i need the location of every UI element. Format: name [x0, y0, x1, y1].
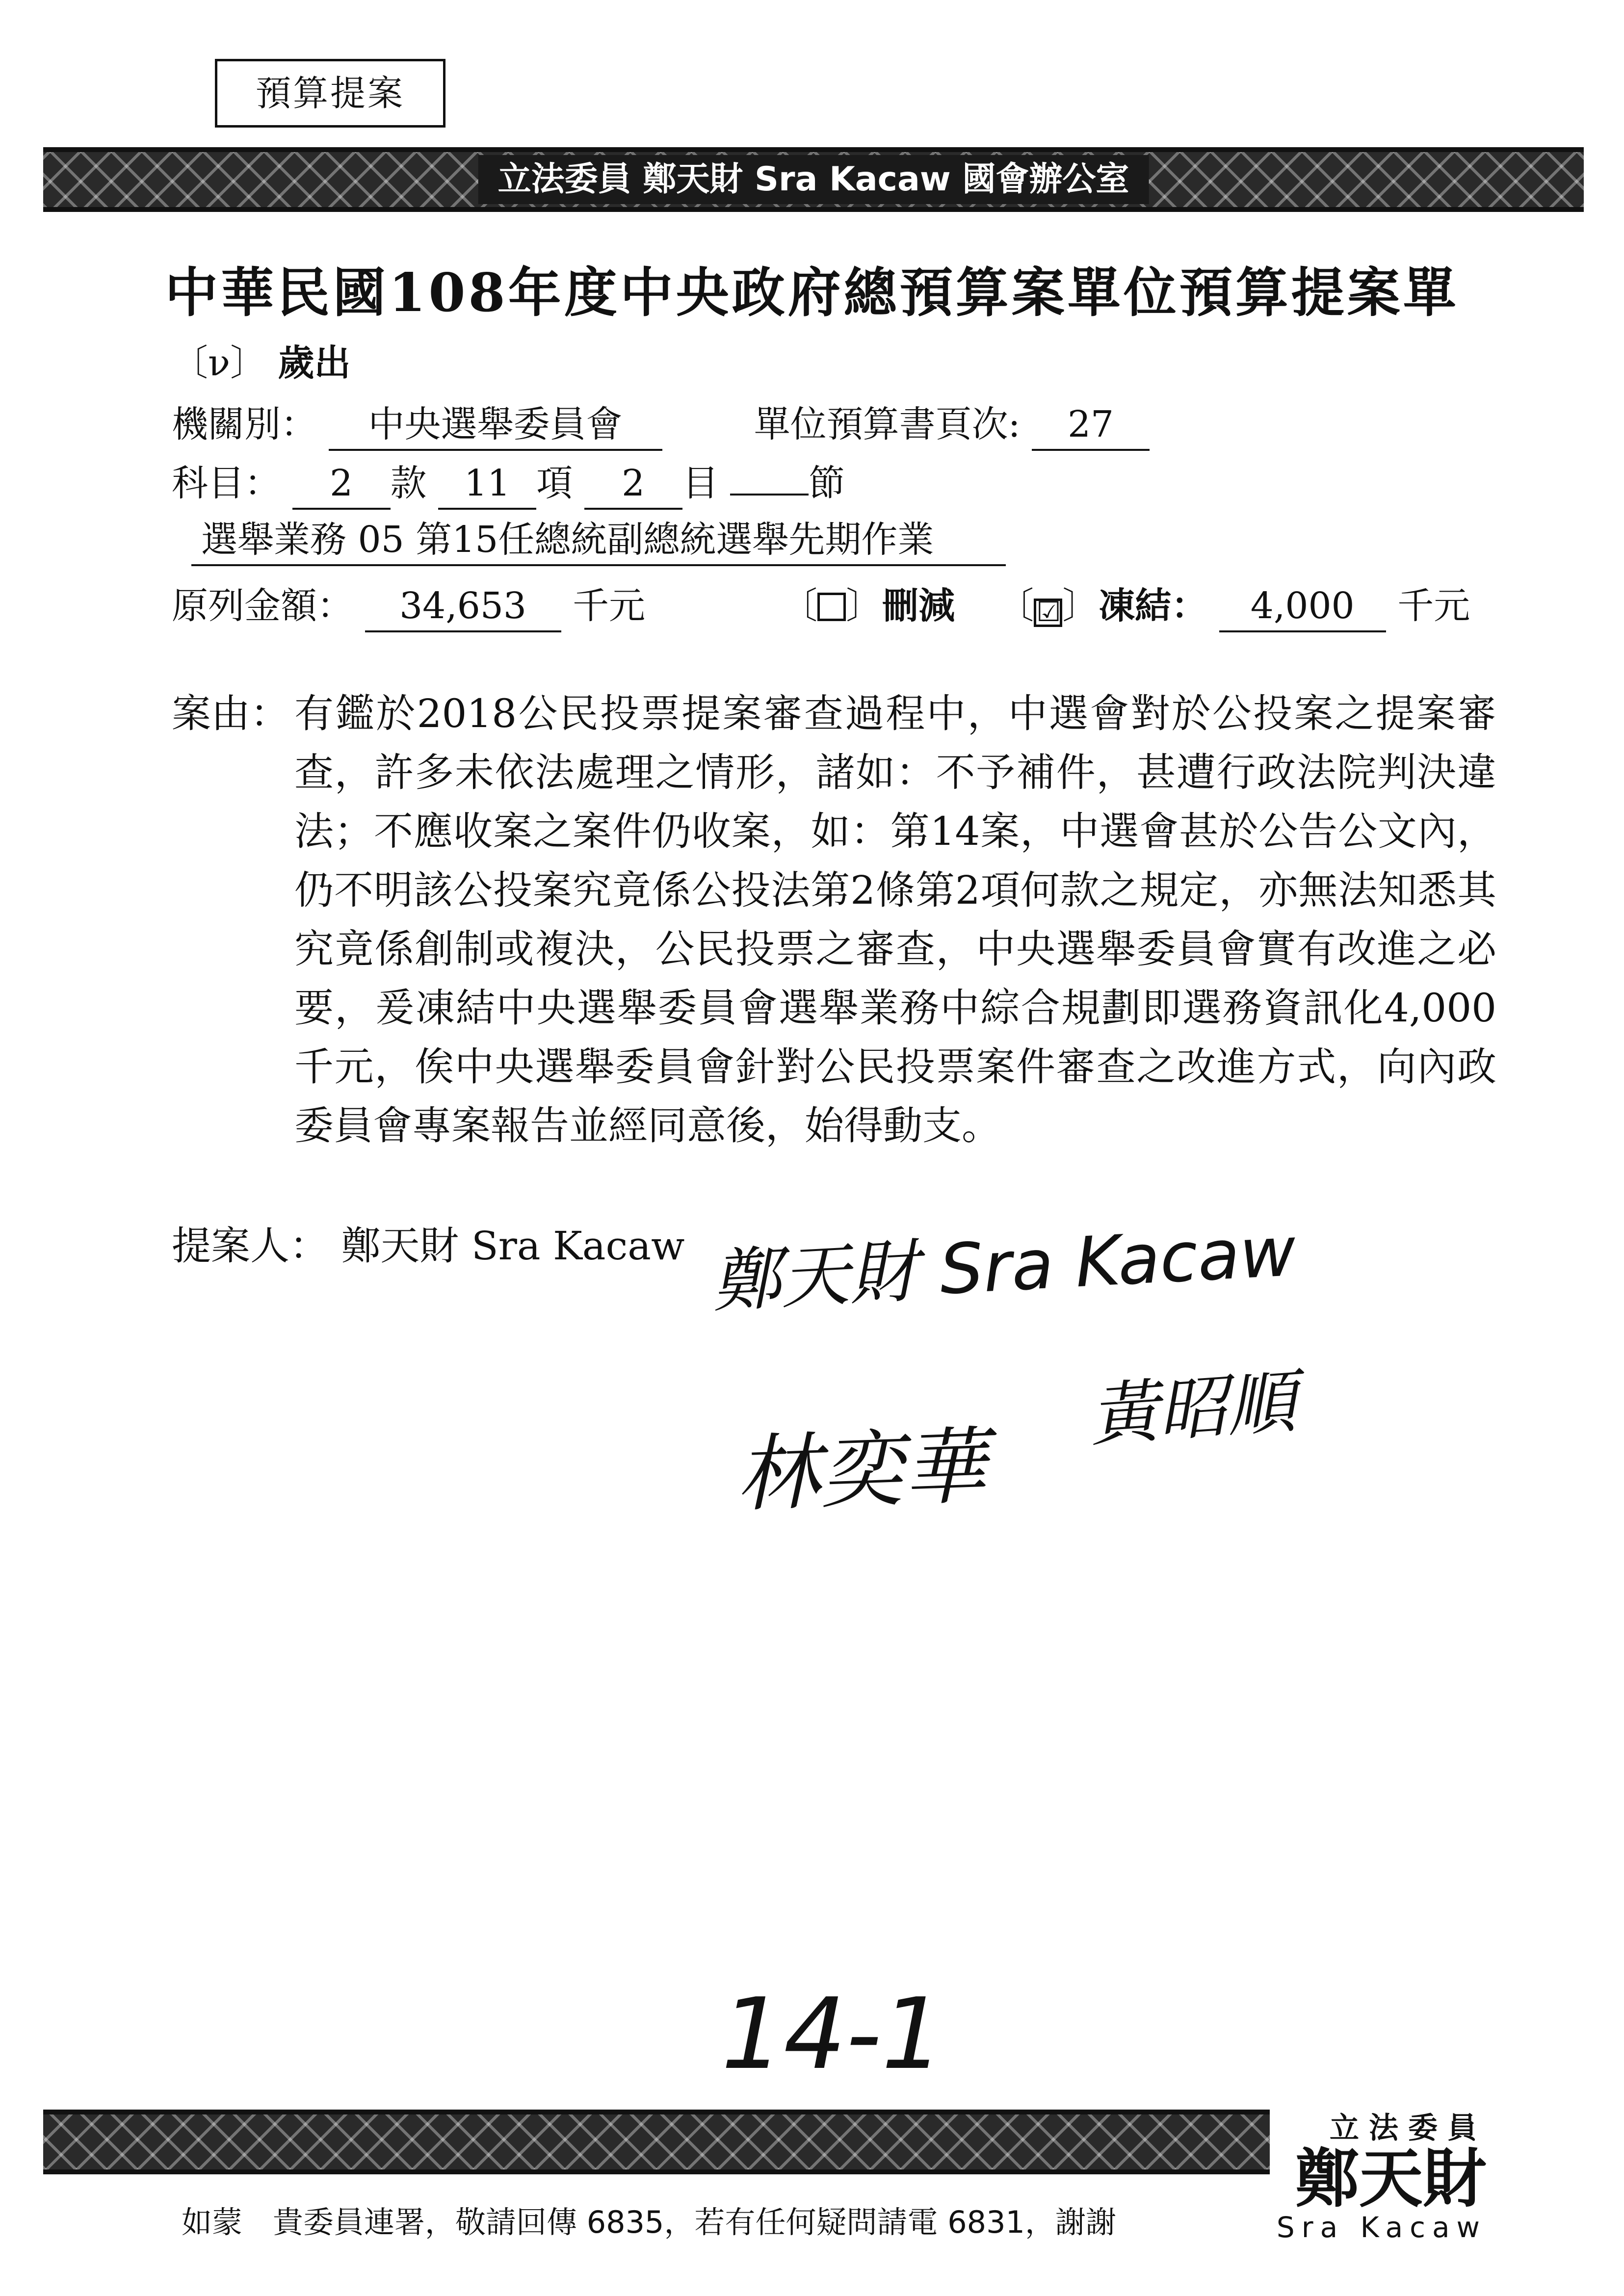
signature-1: 鄭天財 Sra Kacaw: [710, 1211, 1298, 1323]
signature-2: 林奕華: [734, 1418, 988, 1524]
agency-label: 機關別：: [172, 403, 317, 445]
reason-block: [172, 684, 1496, 1155]
amount-label: 原列金額：: [172, 585, 353, 627]
freeze-value: 4,000: [1219, 581, 1386, 632]
page-value: 27: [1032, 400, 1150, 451]
logo-title: 立法委員: [1330, 2111, 1487, 2145]
delete-label: 刪減: [882, 585, 955, 627]
type-marker: 〔ν〕: [172, 342, 266, 384]
document-title: 中華民國108年度中央政府總預算案單位預算提案單: [165, 262, 1459, 324]
reason-text: 有鑑於2018公民投票提案審查過程中，中選會對於公投案之提案審查，許多未依法處理之情形，諸如：不予補件，甚遭行政法院判決違法；不應收案之案件仍收案，如：第14案，中選會甚於公告公文內，仍不明該公投案究竟係公投法第2條第2項何款之規定，亦無法知悉其究竟係創制或複決，公民投票之審查，中央選舉委員會實有改進之必要，爰凍結中央選舉委員會選舉業務中綜合規劃即選務資訊化4,000千元，俟中央選舉委員會針對公民投票案件審查之改進方式，向內政委員會專案報告並經同意後，始得動支。: [294, 691, 1496, 1148]
office-name: 立法委員 鄭天財 Sra Kacaw 國會辦公室: [478, 155, 1149, 204]
page-number: 14-1: [721, 1977, 944, 2091]
reason-label: 案由：: [172, 691, 289, 736]
xiang-label: 項: [536, 462, 573, 504]
proposer-line: [172, 1222, 684, 1271]
kuan-value: 2: [292, 459, 391, 510]
freeze-label: 凍結：: [1099, 585, 1208, 627]
amount-unit: 千元: [573, 585, 646, 627]
logo-romanized: Sra Kacaw: [1276, 2211, 1487, 2244]
agency-line: [172, 400, 1150, 451]
subject-label: 科目：: [172, 462, 281, 504]
jie-blank: [730, 494, 809, 496]
amount-value: 34,653: [365, 581, 561, 632]
proposal-tag: 預算提案: [215, 59, 445, 128]
type-label: 歲出: [278, 342, 351, 384]
mu-label: 目: [682, 462, 719, 504]
mu-value: 2: [584, 459, 682, 510]
header-banner: [43, 147, 1584, 212]
footer-banner: [43, 2110, 1270, 2174]
freeze-checkbox[interactable]: ☑: [1034, 599, 1062, 627]
xiang-value: 11: [438, 459, 536, 510]
jie-label: 節: [809, 462, 845, 504]
amount-line: 原列金額： 34,653 千元 〔 〕刪減 〔☑〕凍結： 4,000 千元: [172, 581, 1470, 632]
subject-name: 選舉業務 05 第15任總統副總統選舉先期作業: [191, 515, 1006, 566]
type-line: [172, 339, 351, 388]
page-label: 單位預算書頁次:: [754, 403, 1021, 445]
proposer-value: 鄭天財 Sra Kacaw: [341, 1223, 685, 1269]
footer-note: 如蒙 貴委員連署，敬請回傳 6835，若有任何疑問請電 6831，謝謝: [182, 2204, 1116, 2240]
subject-name-line: [191, 515, 1006, 566]
freeze-unit: 千元: [1397, 585, 1470, 627]
agency-value: 中央選舉委員會: [329, 400, 662, 451]
kuan-label: 款: [390, 462, 427, 504]
delete-checkbox[interactable]: [817, 593, 846, 621]
legislator-logo: [1261, 2105, 1487, 2244]
proposer-label: 提案人：: [172, 1223, 329, 1269]
subject-line: [172, 459, 845, 510]
logo-name: 鄭天財: [1295, 2141, 1487, 2216]
signature-3: 黃昭順: [1087, 1362, 1299, 1457]
